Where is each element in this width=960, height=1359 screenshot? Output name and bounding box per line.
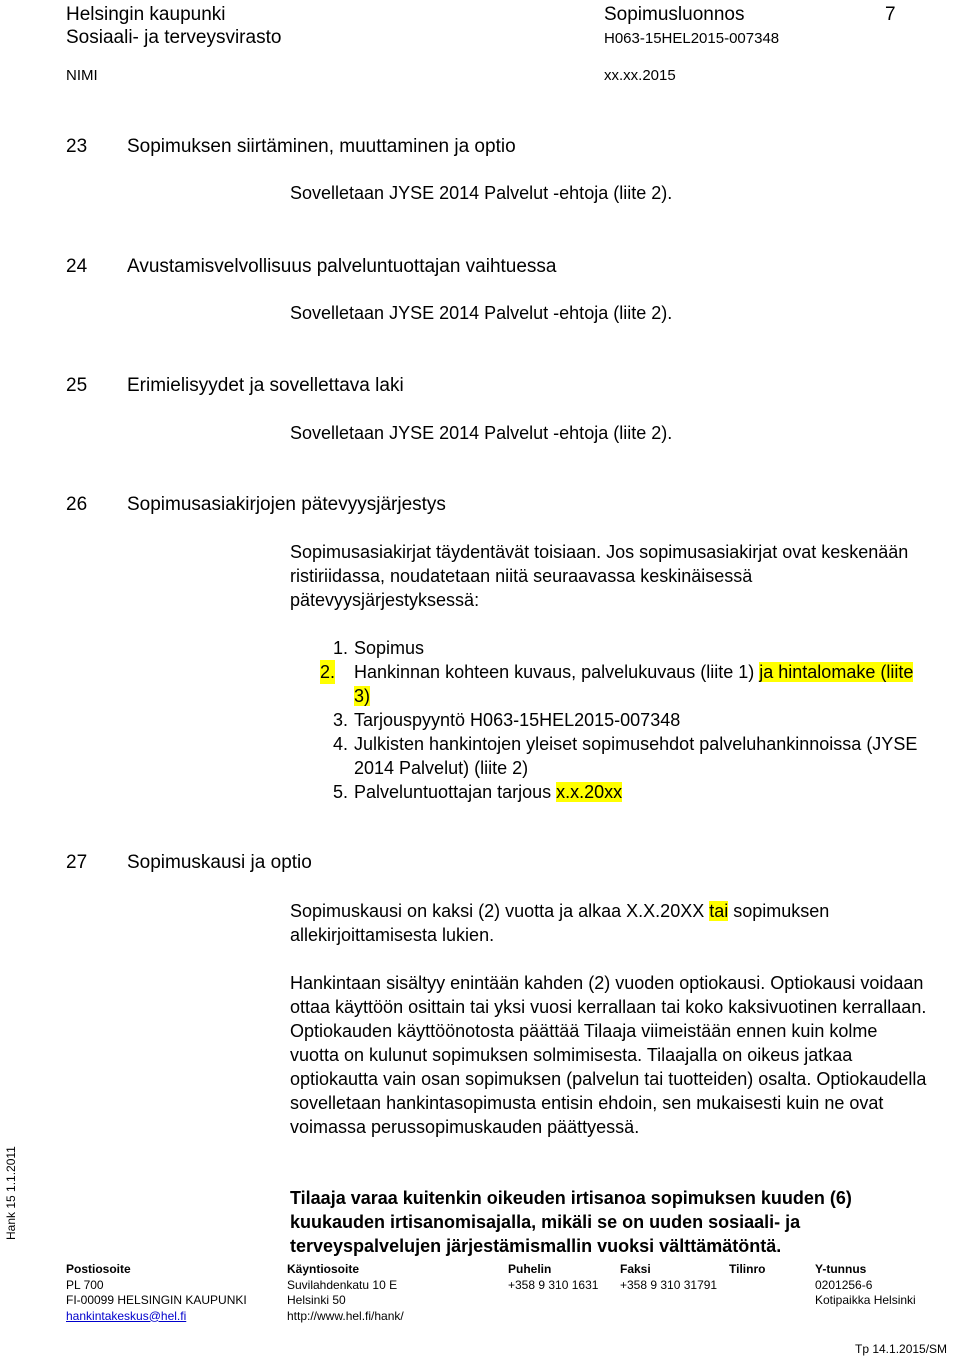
section-paragraph-27-1: Sopimuskausi on kaksi (2) vuotta ja alkaa X.X.20XX tai sopimuksen allekirjoittamisesta lukien. xyxy=(290,901,830,945)
section-title: Sopimuksen siirtäminen, muuttaminen ja optio xyxy=(127,136,516,157)
doc-type: Sopimusluonnos xyxy=(604,4,745,25)
org-name: Helsingin kaupunki xyxy=(66,4,226,25)
section-body-23: Sovelletaan JYSE 2014 Palvelut -ehtoja (liite 2). xyxy=(290,183,673,203)
footer-email-link[interactable]: hankintakeskus@hel.fi xyxy=(66,1308,187,1323)
page-number: 7 xyxy=(885,4,896,25)
highlighted-text: ja hintalomake (liite 3) xyxy=(354,662,914,706)
document-priority-list xyxy=(290,636,930,804)
section-title: Sopimusasiakirjojen pätevyysjärjestys xyxy=(127,494,446,515)
footer-fax: Faksi +358 9 310 31791 xyxy=(620,1262,718,1292)
footer-postal-address: Postiosoite PL 700 FI-00099 HELSINGIN KAUPUNKI hankintakeskus@hel.fi xyxy=(66,1262,247,1323)
section-number: 23 xyxy=(66,136,88,157)
list-item: 2. Hankinnan kohteen kuvaus, palvelukuvaus (liite 1) ja hintalomake (liite 3) xyxy=(320,662,914,706)
footer-visiting-address: Käyntiosoite Suvilahdenkatu 10 E Helsinki 50 http://www.hel.fi/hank/ xyxy=(287,1262,404,1323)
footer-account: Tilinro xyxy=(729,1262,766,1276)
section-number: 24 xyxy=(66,256,88,277)
footer-phone: Puhelin +358 9 310 1631 xyxy=(508,1262,599,1292)
section-intro-26: Sopimusasiakirjat täydentävät toisiaan. Jos sopimusasiakirjat ovat keskenään ristiriidassa, noudatetaan niitä seuraavassa keskinäisessä pätevyysjärjestyksessä: xyxy=(290,542,909,610)
list-item: 4. Julkisten hankintojen yleiset sopimusehdot palveluhankinnoissa (JYSE 2014 Palvelut) (liite 2) xyxy=(332,734,918,778)
org-department: Sosiaali- ja terveysvirasto xyxy=(66,27,282,48)
doc-date: xx.xx.2015 xyxy=(604,67,676,84)
section-number: 27 xyxy=(66,852,88,873)
section-paragraph-27-3: Tilaaja varaa kuitenkin oikeuden irtisanoa sopimuksen kuuden (6) kuukauden irtisanomisajalla, mikäli se on uuden sosiaali- ja terveyspalvelujen järjestämismallin vuoksi välttämätöntä. xyxy=(290,1188,852,1256)
section-title: Erimielisyydet ja sovellettava laki xyxy=(127,375,404,396)
section-title: Avustamisvelvollisuus palveluntuottajan vaihtuessa xyxy=(127,256,557,277)
highlighted-text: x.x.20xx xyxy=(556,782,623,802)
list-item: 5. Palveluntuottajan tarjous x.x.20xx xyxy=(332,782,623,802)
footer-website[interactable]: http://www.hel.fi/hank/ xyxy=(287,1308,404,1323)
doc-id: H063-15HEL2015-007348 xyxy=(604,30,780,47)
highlighted-text: tai xyxy=(709,901,729,921)
list-item: 3. Tarjouspyyntö H063-15HEL2015-007348 xyxy=(332,710,681,730)
section-number: 26 xyxy=(66,494,88,515)
template-code: Tp 14.1.2015/SM xyxy=(855,1342,948,1356)
section-title: Sopimuskausi ja optio xyxy=(127,852,312,873)
section-body-24: Sovelletaan JYSE 2014 Palvelut -ehtoja (liite 2). xyxy=(290,303,673,323)
section-number: 25 xyxy=(66,375,88,396)
list-item: 1. Sopimus xyxy=(332,638,425,658)
side-form-code: Hank 15 1.1.2011 xyxy=(4,1146,18,1240)
footer-business-id: Y-tunnus 0201256-6 Kotipaikka Helsinki xyxy=(815,1262,916,1307)
section-body-25: Sovelletaan JYSE 2014 Palvelut -ehtoja (liite 2). xyxy=(290,423,673,443)
name-label: NIMI xyxy=(66,67,98,84)
section-paragraph-27-2: Hankintaan sisältyy enintään kahden (2) vuoden optiokausi. Optiokausi voidaan ottaa käyttöön osittain tai yksi vuosi kerrallaan tai koko kaksivuotinen kerrallaan. Optiokauden käyttöönotosta päättää Tilaaja viimeistään ennen kuin kolme vuotta on kulunut sopimuksen solmimisesta. Tilaajalla on oikeus jatkaa optiokautta vain osan sopimuksen (palvelun tai tuotteiden) osalta. Optiokaudella sovelletaan hankintasopimusta entisin ehdoin, sen mukaisesti kuin ne ovat voimassa perussopimuskauden päättyessä. xyxy=(290,973,927,1137)
